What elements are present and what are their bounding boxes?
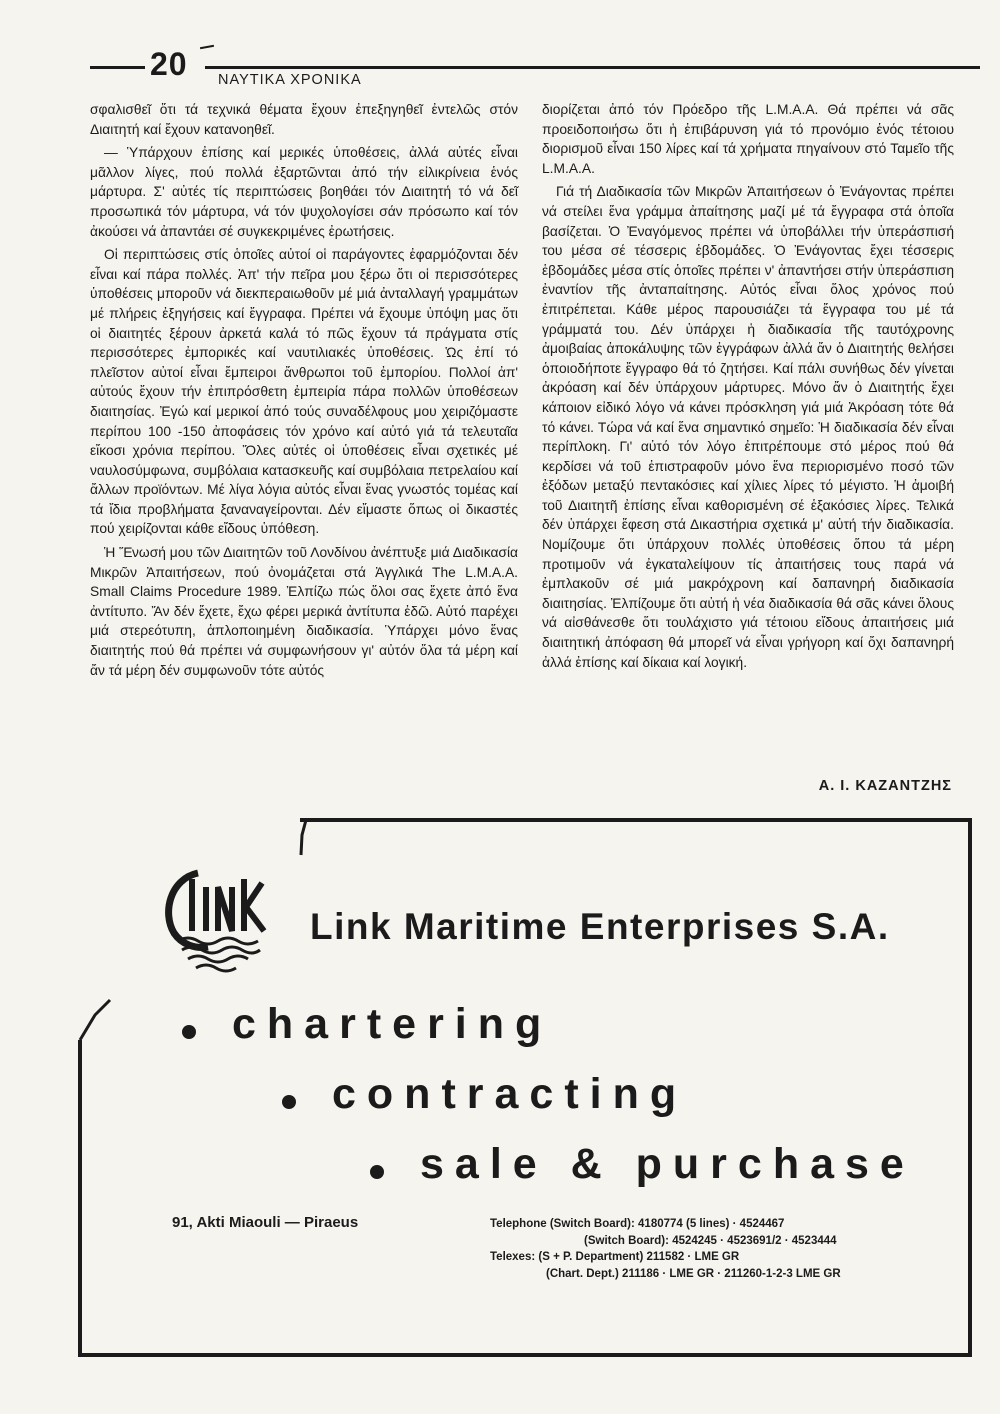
service-contracting: [282, 1070, 687, 1119]
service-chartering: [182, 1000, 552, 1049]
telex-row-2: [490, 1266, 841, 1283]
company-name: Link Maritime Enterprises S.A.: [310, 906, 890, 947]
telephone-row: [490, 1216, 841, 1233]
header-rule-left: [90, 66, 145, 69]
ad-border-corner-bottom: [80, 1000, 110, 1040]
paragraph: διορίζεται ἀπό τόν Πρόεδρο τῆς L.M.A.A. Θά πρέπει νά σᾶς προειδοποιήσω ὅτι ἡ ἐπιβάρυνση γιά τό προνόμιο ἑνός τέτοιου διορισμοῦ εἶναι 150 λίρες καί τά χρήματα πηγαίνουν στό Ταμεῖο τῆς L.M.A.A.: [542, 102, 954, 176]
company-address: 91, Akti Miaouli — Piraeus: [172, 1214, 359, 1231]
ad-border-corner-top: [301, 820, 306, 855]
logo-arc: [169, 873, 208, 947]
paragraph: σφαλισθεῖ ὅτι τά τεχνικά θέματα ἔχουν ἐπεξηγηθεῖ ἐντελῶς στόν Διαιτητή καί ἔχουν κατανοηθεῖ.: [90, 102, 518, 137]
logo-letter-k-arms: [246, 883, 264, 931]
header-rule-right: [205, 66, 980, 69]
bullet-icon: [370, 1165, 384, 1179]
telephone-label: Telephone (Switch Board):: [490, 1218, 635, 1230]
telephone-2-label: (Switch Board):: [584, 1234, 669, 1247]
page-number: 20: [150, 46, 188, 82]
logo-svg: [160, 865, 270, 975]
link-logo-icon: [160, 865, 270, 975]
article-left-column: [90, 100, 518, 684]
telex-row: [490, 1249, 841, 1266]
service-label: sale & purchase: [420, 1140, 915, 1188]
bullet-icon: [182, 1025, 196, 1039]
logo-wave: [188, 956, 248, 962]
contact-details: [490, 1216, 841, 1282]
logo-wave: [196, 965, 236, 971]
magazine-title: ΝΑΥΤΙΚΑ ΧΡΟΝΙΚΑ: [218, 72, 362, 88]
bullet-icon: [282, 1095, 296, 1109]
telex-label: Telexes: (S + P. Department): [490, 1251, 644, 1263]
telex-numbers: 211582 · LME GR: [646, 1251, 740, 1263]
telephone-row-2: [490, 1233, 841, 1250]
page-number-accent: [200, 45, 214, 49]
telephone-2-numbers: 4524245 · 4523691/2 · 4523444: [672, 1234, 837, 1247]
paragraph: Γιά τή Διαδικασία τῶν Μικρῶν Ἀπαιτήσεων ὁ Ἐνάγοντας πρέπει νά στείλει ἕνα γράμμα ἀπαίτησης μαζί μέ τά ἔγγραφα στά ὁποῖα βασίζεται. Ὁ Ἐναγόμενος πρέπει νά ὑποβάλλει τήν ὑπεράσπισή του μέσα σέ τέσσερις ἑβδομάδες. Ὁ Ἐνάγοντας ἔχει τέσσερις ἑβδομάδες μέσα στίς ὁποῖες πρέπει ν' ἀπαντήσει στήν ὑπεράσπιση ἐναντίον τῆς ἀνταπαίτησης. Αὐτός εἶναι ὅλος χρόνος πού ἐπιτρέπεται. Κάθε μέρος παρουσιάζει τά ἔγγραφα του μέ τά γράμματά του. Δέν ὑπάρχει ἡ διαδικασία τῆς ταυτόχρονης ἀμοιβαίας ἀποκάλυψης τῶν ἐγγράφων ἀλλά ἄν ὁ Διαιτητής θελήσει ὁποιοδήποτε ἔγγραφο θά τό ζητήσει. Καί πάλι συνήθως δέν γίνεται ἀκρόαση καί δέν ὑπάρχουν μάρτυρες. Μόνο ἄν ὁ Διαιτητής ἔχει κάποιον εἰδικό λόγο νά κάνει πρόσκληση γιά μιά Ἀκρόαση τότε θά τό κάνει. Τώρα νά καί ἕνα σημαντικό σημεῖο: Ἡ διαδικασία δέν εἶναι περίπλοκη. Γι' αὐτό τόν λόγο ἐπιτρέπουμε στό μέρος πού θά κερδίσει νά τοῦ ἐπιστραφοῦν μόνο ἕνα περιορισμένο ποσό τῶν ἐξόδων μεταξύ πεντακόσιες καί χίλιες λίρες τό μέγιστο. Ἡ ἀμοιβή τοῦ Διαιτητῆ ἐπίσης εἶναι καθορισμένη σέ ἑξακόσιες λίρες. Τελικά δέν ὑπάρχει ἔφεση στά Δικαστήρια σχετικά μ' αὐτή τήν διαδικασία. Νομίζουμε ὅτι ὑπάρχουν πολλές ὑποθέσεις ὅπου τά μέρη προτιμοῦν νά ἐγκαταλείψουν τίς ἀπαιτήσεις τους παρά νά ἐμπλακοῦν σέ μιά μακρόχρονη καί δαπανηρή διαδικασία διαιτησίας. Ἐλπίζουμε ὅτι αὐτή ἡ νέα διαδικασία θά σᾶς κάνει ὅλους νά αἰσθάνεσθε ὅτι τουλάχιστο γιά τέτοιου εἴδους ἀπαιτήσεις μιά διαιτητική ἀπόφαση θά μπορεῖ νά εἶναι γρήγορη καί ὄχι δαπανηρή ἀλλά ἐπίσης καί δίκαια καί λογική.: [542, 184, 954, 670]
paragraph: Ἡ Ἕνωσή μου τῶν Διαιτητῶν τοῦ Λονδίνου ἀνέπτυξε μιά Διαδικασία Μικρῶν Ἀπαιτήσεων, πού ὀνομάζεται στά Ἀγγλικά The L.M.A.A. Small Claims Procedure 1989. Ἐλπίζω πώς ὅλοι σας ἔχετε ἀπό ἕνα ἀντίτυπο. Ἄν δέν ἔχετε, ἔχω φέρει μερικά ἀντίτυπα ἐδῶ. Αὐτό παρέχει μιά στερεότυπη, ἁπλοποιημένη διαδικασία. Ὑπάρχει μόνο ἕνας διαιτητής πού θά πρέπει νά συμφωνήσουν γι' αὐτόν ὅλα τά μέρη καί ἄν τά μέρη δέν συμφωνοῦν τότε αὐτός: [90, 545, 518, 678]
service-sale-purchase: [370, 1140, 915, 1189]
paragraph: Οἱ περιπτώσεις στίς ὁποῖες αὐτοί οἱ παράγοντες ἐφαρμόζονται δέν εἶναι καί πάρα πολλές. Ἀπ' τήν πεῖρα μου ξέρω ὅτι οἱ περισσότερες ὑποθέσεις μποροῦν νά διεκπεραιωθοῦν μέ μιά ἀνταλλαγή γραμμάτων μέ πλήρεις ἐξηγήσεις καί ἔγγραφα. Πρέπει νά ἔχουμε ὑπόψη μας ὅτι οἱ διαιτητές ξέρουν ἀρκετά καλά τό πῶς ἔχουν τά πράγματα στίς περισσότερες ἐμπορικές καί ναυτιλιακές ὑποθέσεις. Ὡς ἐπί τό πλεῖστον αὐτοί εἶναι ἔμπειροι ἄνθρωποι τοῦ ἐμπορίου. Πολλοί ἀπ' αὐτούς ἔχουν τήν ἐπιπρόσθετη ἐμπειρία πάρα πολλῶν ὑποθέσεων διαιτησίας. Ἐγώ καί μερικοί ἀπό τούς συναδέλφους μου χειριζόμαστε περίπου 100 -150 ἀποφάσεις τόν χρόνο καί αὐτό γιά τά τελευταῖα εἴκοσι χρόνια περίπου. Ὅλες αὐτές οἱ ὑποθέσεις εἶναι σχετικές μέ ναυλοσύμφωνα, συμβόλαια κατασκευῆς καί συμβόλαια πετρελαίου καί ἄλλων προϊόντων. Μέ λίγα λόγια αὐτός εἶναι ἕνας γνωστός τομέας καί τά ἴδια προβλήματα ξαναναγείρονται. Δέν εἴμαστε ὅπως οἱ δικαστές πού χειρίζονται κάθε εἴδους ὑπόθεση.: [90, 247, 518, 537]
service-label: chartering: [232, 1000, 553, 1048]
author-signature: Α. Ι. ΚΑΖΑΝΤΖΗΣ: [818, 778, 952, 794]
paragraph: — Ὑπάρχουν ἐπίσης καί μερικές ὑποθέσεις, ἀλλά αὐτές εἶναι μᾶλλον λίγες, πού πολλά ἐξαρτῶνται ἀπό τήν εἰλικρίνεια ἑνός μάρτυρα. Σ' αὐτές τίς περιπτώσεις βοηθάει τόν Διαιτητή τό νά δεῖ προσωπικά τόν μάρτυρα, νά τόν ψυχολογίσει σάν πρόσωπο καί τόν ἀκούσει νά ἀπαντάει σέ συγκεκριμένες ἐρωτήσεις.: [90, 145, 518, 239]
telephone-numbers: 4180774 (5 lines) · 4524467: [638, 1218, 785, 1230]
logo-letter-n: [218, 887, 232, 931]
article-right-column: [542, 100, 954, 676]
telex-2-label: (Chart. Dept.): [546, 1267, 619, 1280]
page-header: [0, 0, 1000, 100]
service-label: contracting: [332, 1070, 688, 1118]
telex-2-numbers: 211186 · LME GR · 211260-1-2-3 LME GR: [622, 1267, 841, 1280]
